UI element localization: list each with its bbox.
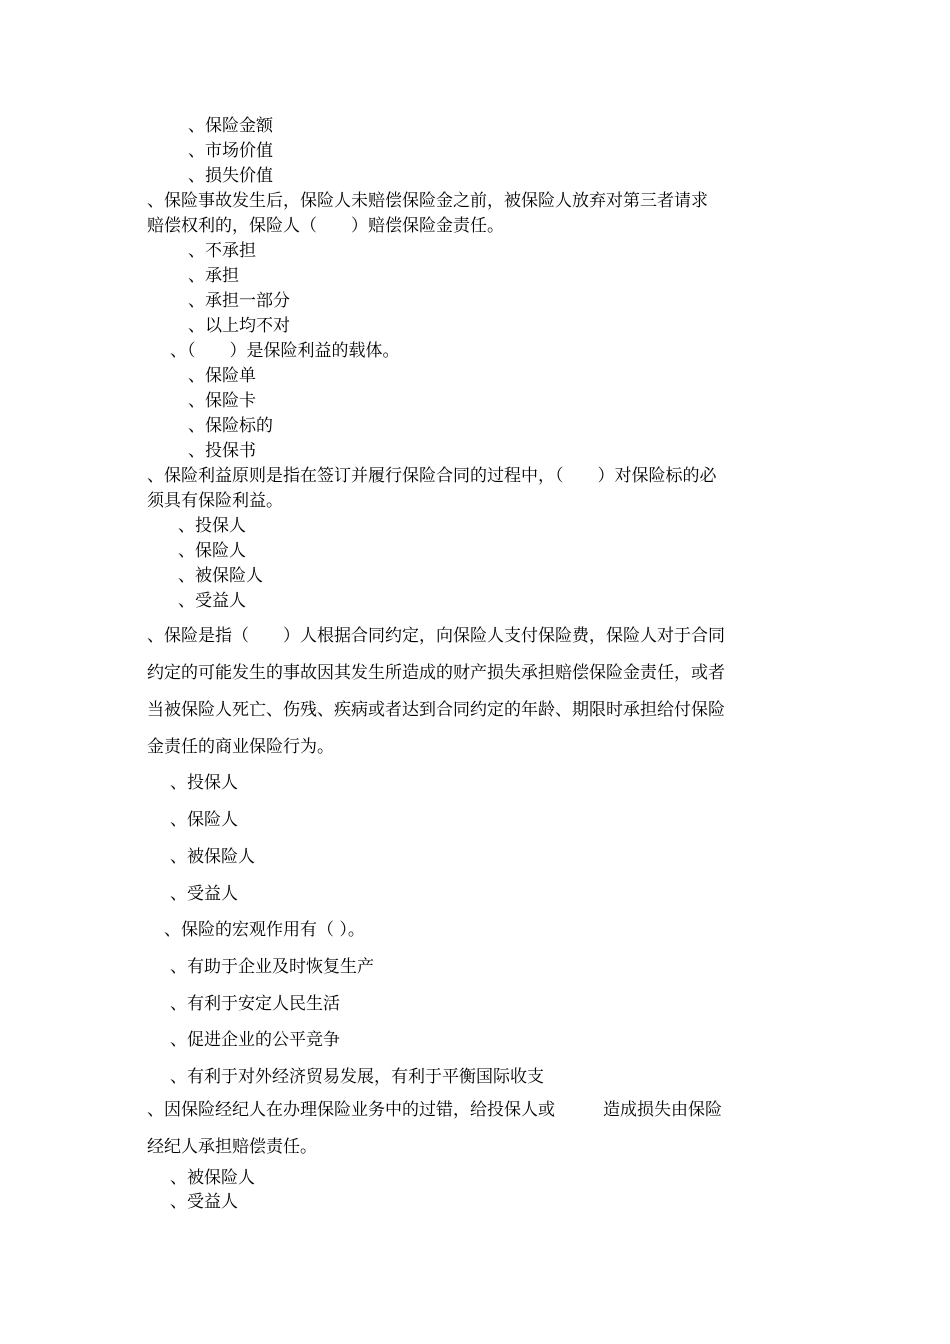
option-q5-3: 、促进企业的公平竞争 [170, 1030, 340, 1050]
option-q5-2: 、有利于安定人民生活 [170, 994, 340, 1014]
question-6-stem-line-1 [147, 1099, 807, 1121]
option-q0-3: 、损失价值 [188, 166, 273, 186]
question-4-stem-line-2: 约定的可能发生的事故因其发生所造成的财产损失承担赔偿保险金责任，或者 [147, 663, 725, 683]
option-q4-4: 、受益人 [170, 884, 238, 904]
option-q3-1: 、投保人 [178, 516, 246, 536]
option-q3-4: 、受益人 [178, 591, 246, 611]
option-q1-3: 、承担一部分 [188, 291, 290, 311]
question-4-stem-line-4: 金责任的商业保险行为。 [147, 737, 334, 757]
question-6-stem-part-a: 、因保险经纪人在办理保险业务中的过错，给投保人或 [147, 1100, 555, 1120]
option-q2-3: 、保险标的 [188, 416, 273, 436]
question-4-stem-line-1: 、保险是指（ ）人根据合同约定，向保险人支付保险费，保险人对于合同 [147, 626, 725, 646]
question-3-stem-line-2: 须具有保险利益。 [147, 491, 283, 511]
question-4-stem-line-3: 当被保险人死亡、伤残、疾病或者达到合同约定的年龄、期限时承担给付保险 [147, 700, 725, 720]
question-1-stem-line-2: 赔偿权利的，保险人（ ）赔偿保险金责任。 [147, 216, 504, 236]
question-2-stem-line-1: 、（ ）是保险利益的载体。 [170, 341, 400, 361]
option-q6-2: 、受益人 [170, 1192, 238, 1212]
question-3-stem-line-1: 、保险利益原则是指在签订并履行保险合同的过程中，（ ）对保险标的必 [147, 466, 717, 486]
question-5-stem-line-1: 、保险的宏观作用有（ ）。 [164, 920, 365, 940]
option-q2-2: 、保险卡 [188, 391, 256, 411]
question-6-stem-line-2: 经纪人承担赔偿责任。 [147, 1137, 317, 1157]
option-q5-4: 、有利于对外经济贸易发展，有利于平衡国际收支 [170, 1067, 544, 1087]
option-q1-1: 、不承担 [188, 241, 256, 261]
question-6-stem-part-b: 造成损失由保险 [603, 1100, 722, 1120]
option-q4-1: 、投保人 [170, 773, 238, 793]
option-q2-4: 、投保书 [188, 441, 256, 461]
option-q4-2: 、保险人 [170, 810, 238, 830]
option-q1-4: 、以上均不对 [188, 316, 290, 336]
option-q2-1: 、保险单 [188, 366, 256, 386]
option-q4-3: 、被保险人 [170, 847, 255, 867]
option-q5-1: 、有助于企业及时恢复生产 [170, 957, 374, 977]
option-q1-2: 、承担 [188, 266, 239, 286]
option-q0-2: 、市场价值 [188, 141, 273, 161]
option-q0-1: 、保险金额 [188, 116, 273, 136]
option-q6-1: 、被保险人 [170, 1168, 255, 1188]
option-q3-2: 、保险人 [178, 541, 246, 561]
option-q3-3: 、被保险人 [178, 566, 263, 586]
question-1-stem-line-1: 、保险事故发生后，保险人未赔偿保险金之前，被保险人放弃对第三者请求 [147, 191, 708, 211]
